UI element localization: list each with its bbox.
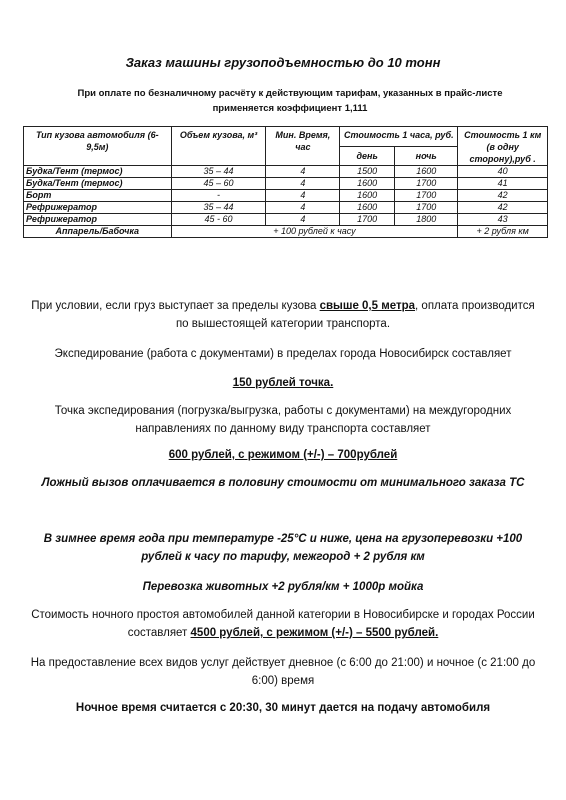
cell-min-time: 4 [266, 178, 340, 190]
cell-night-price: 1700 [395, 202, 458, 214]
oversize-limit: свыше 0,5 метра [319, 300, 416, 312]
cell-volume: 35 – 44 [171, 202, 266, 214]
document-title: Заказ машины грузоподъемностью до 10 тонн [125, 55, 441, 70]
ramp-km: + 2 рубля км [458, 226, 548, 238]
cell-day-price: 1500 [340, 166, 395, 178]
cell-body-type: Будка/Тент (термос) [24, 166, 172, 178]
paragraph-night-time: Ночное время считается с 20:30, 30 минут дается на подачу автомобиля [75, 702, 491, 714]
header-cost-hour: Стоимость 1 часа, руб. [340, 127, 458, 147]
document-subtitle [60, 86, 520, 116]
cell-night-price: 1800 [395, 214, 458, 226]
table-row [24, 166, 548, 178]
paragraph-animals: Перевозка животных +2 рубля/км + 1000р мойка [142, 581, 424, 593]
cell-volume: 45 – 60 [171, 178, 266, 190]
paragraph-night-idle [28, 606, 538, 642]
cell-km-price: 41 [458, 178, 548, 190]
cell-body-type: Будка/Тент (термос) [24, 178, 172, 190]
table-row-ramp [24, 226, 548, 238]
cell-night-price: 1700 [395, 190, 458, 202]
cell-night-price: 1700 [395, 178, 458, 190]
cell-km-price: 42 [458, 190, 548, 202]
cell-day-price: 1600 [340, 190, 395, 202]
forwarding-intercity-price: 600 рублей, с режимом (+/-) – 700рублей [168, 449, 398, 461]
cell-day-price: 1600 [340, 178, 395, 190]
cell-day-price: 1600 [340, 202, 395, 214]
cell-min-time: 4 [266, 202, 340, 214]
rates-table [23, 126, 548, 238]
cell-body-type: Борт [24, 190, 172, 202]
oversize-text-a: При условии, если груз выступает за пределы кузова [31, 300, 320, 312]
night-idle-text: Стоимость ночного простоя автомобилей данной категории в Новосибирске и городах России составляет [31, 609, 535, 639]
header-day: день [340, 147, 395, 166]
cell-min-time: 4 [266, 190, 340, 202]
header-cost-km: Стоимость 1 км (в одну сторону),руб . [458, 127, 548, 166]
cell-volume: - [171, 190, 266, 202]
subtitle-line-2: применяется коэффициент 1,111 [212, 103, 368, 114]
cell-km-price: 40 [458, 166, 548, 178]
subtitle-line-1: При оплате по безналичному расчёту к действующим тарифам, указанных в прайс-листе [77, 88, 503, 99]
forwarding-city-price: 150 рублей точка. [232, 377, 334, 389]
paragraph-oversize [28, 297, 538, 333]
oversize-text-c: , оплата производится по вышестоящей категории транспорта. [175, 300, 535, 330]
cell-min-time: 4 [266, 166, 340, 178]
paragraph-service-hours: На предоставление всех видов услуг действует дневное (с 6:00 до 21:00) и ночное (с 21:00 до 6:00) время [30, 657, 536, 687]
table-body [24, 166, 548, 226]
paragraph-winter: В зимнее время года при температуре -25°С и ниже, цена на грузоперевозки +100 рублей к часу по тарифу, межгород + 2 рубля км [43, 533, 523, 563]
table-row [24, 214, 548, 226]
table-row [24, 178, 548, 190]
header-volume: Объем кузова, м³ [171, 127, 266, 166]
table-row [24, 202, 548, 214]
cell-volume: 35 – 44 [171, 166, 266, 178]
paragraph-forwarding-city: Экспедирование (работа с документами) в пределах города Новосибирск составляет [54, 348, 512, 360]
cell-body-type: Рефрижератор [24, 202, 172, 214]
paragraph-forwarding-intercity: Точка экспедирования (погрузка/выгрузка, работы с документами) на междугородних направлениях по данному виду транспорта составляет [54, 405, 512, 435]
cell-km-price: 43 [458, 214, 548, 226]
ramp-type: Аппарель/Бабочка [24, 226, 172, 238]
night-idle-price: 4500 рублей, с режимом (+/-) – 5500 рублей. [190, 627, 439, 639]
table-header-row [24, 127, 548, 147]
table-row [24, 190, 548, 202]
cell-volume: 45 - 60 [171, 214, 266, 226]
header-min-time: Мин. Время, час [266, 127, 340, 166]
cell-body-type: Рефрижератор [24, 214, 172, 226]
header-body-type: Тип кузова автомобиля (6-9,5м) [24, 127, 172, 166]
cell-min-time: 4 [266, 214, 340, 226]
header-night: ночь [395, 147, 458, 166]
cell-km-price: 42 [458, 202, 548, 214]
paragraph-false-call: Ложный вызов оплачивается в половину стоимости от минимального заказа ТС [41, 477, 525, 489]
cell-day-price: 1700 [340, 214, 395, 226]
cell-night-price: 1600 [395, 166, 458, 178]
ramp-surcharge: + 100 рублей к часу [171, 226, 458, 238]
